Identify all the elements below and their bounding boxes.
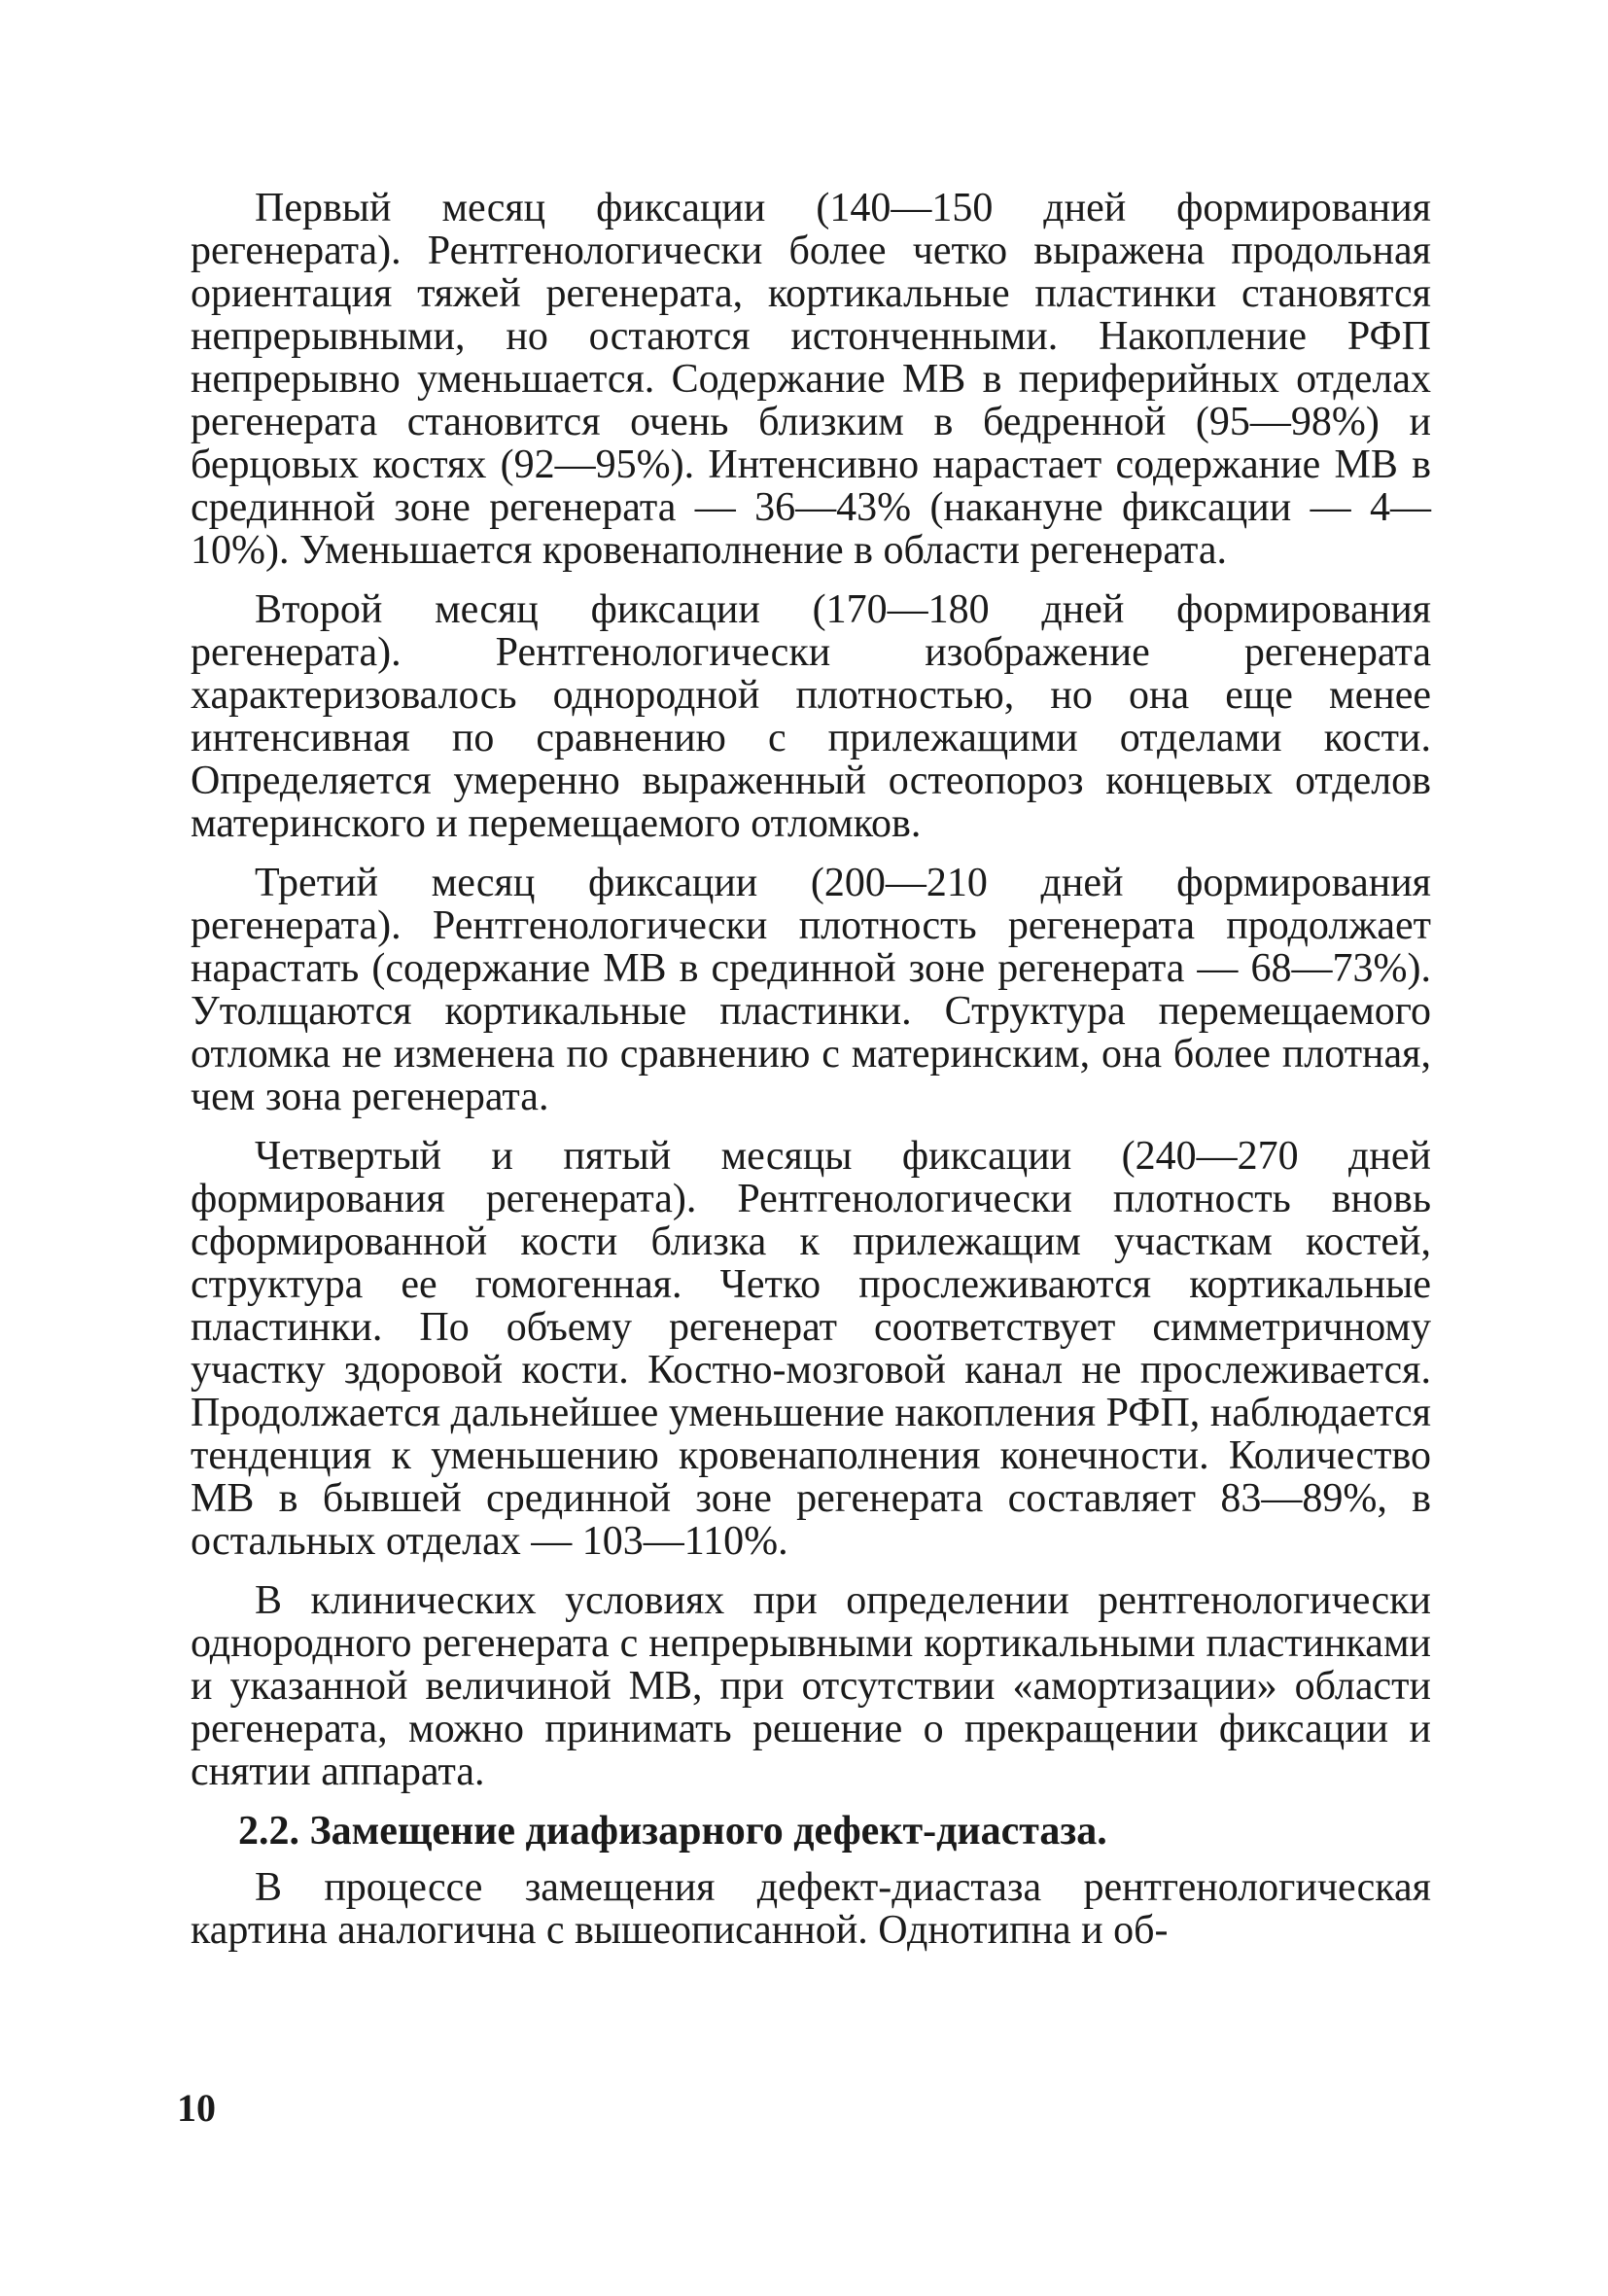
body-text — [191, 187, 1431, 1968]
paragraph-defect-diastasis: В процессе замещения дефект-диастаза рентгенологическая картина аналогична с вышеописанной. Однотипна и об- — [191, 1865, 1431, 1953]
paragraph-second-month: Второй месяц фиксации (170—180 дней формирования регенерата). Рентгенологически изображение регенерата характеризовалось однородной плотностью, но она еще менее интенсивная по сравнению с прилежащими отделами кости. Определяется умеренно выраженный остеопороз концевых отделов материнского и перемещаемого отломков. — [191, 587, 1431, 846]
paragraph-first-month: Первый месяц фиксации (140—150 дней формирования регенерата). Рентгенологически более четко выражена продольная ориентация тяжей регенерата, кортикальные пластинки становятся непрерывными, но остаются истонченными. Накопление РФП непрерывно уменьшается. Содержание МВ в периферийных отделах регенерата становится очень близким в бедренной (95—98%) и берцовых костях (92—95%). Интенсивно нарастает содержание МВ в срединной зоне регенерата — 36—43% (накануне фиксации — 4—10%). Уменьшается кровенаполнение в области регенерата. — [191, 186, 1431, 573]
paragraph-clinical-conditions: В клинических условиях при определении рентгенологически однородного регенерата с непрерывными кортикальными пластинками и указанной величиной МВ, при отсутствии «амортизации» области регенерата, можно принимать решение о прекращении фиксации и снятии аппарата. — [191, 1578, 1431, 1794]
paragraph-third-month: Третий месяц фиксации (200—210 дней формирования регенерата). Рентгенологически плотность регенерата продолжает нарастать (содержание МВ в срединной зоне регенерата — 68—73%). Утолщаются кортикальные пластинки. Структура перемещаемого отломка не изменена по сравнению с материнским, она более плотная, чем зона регенерата. — [191, 861, 1431, 1119]
page-number: 10 — [177, 2086, 216, 2130]
section-heading: 2.2. Замещение диафизарного дефект-диастаза. — [238, 1809, 1107, 1854]
paragraph-fourth-fifth-month: Четвертый и пятый месяцы фиксации (240—270 дней формирования регенерата). Рентгенологически плотность вновь сформированной кости близка к прилежащим участкам костей, структура ее гомогенная. Четко прослеживаются кортикальные пластинки. По объему регенерат соответствует симметричному участку здоровой кости. Костно-мозговой канал не прослеживается. Продолжается дальнейшее уменьшение накопления РФП, наблюдается тенденция к уменьшению кровенаполнения конечности. Количество МВ в бывшей срединной зоне регенерата составляет 83—89%, в остальных отделах — 103—110%. — [191, 1134, 1431, 1564]
